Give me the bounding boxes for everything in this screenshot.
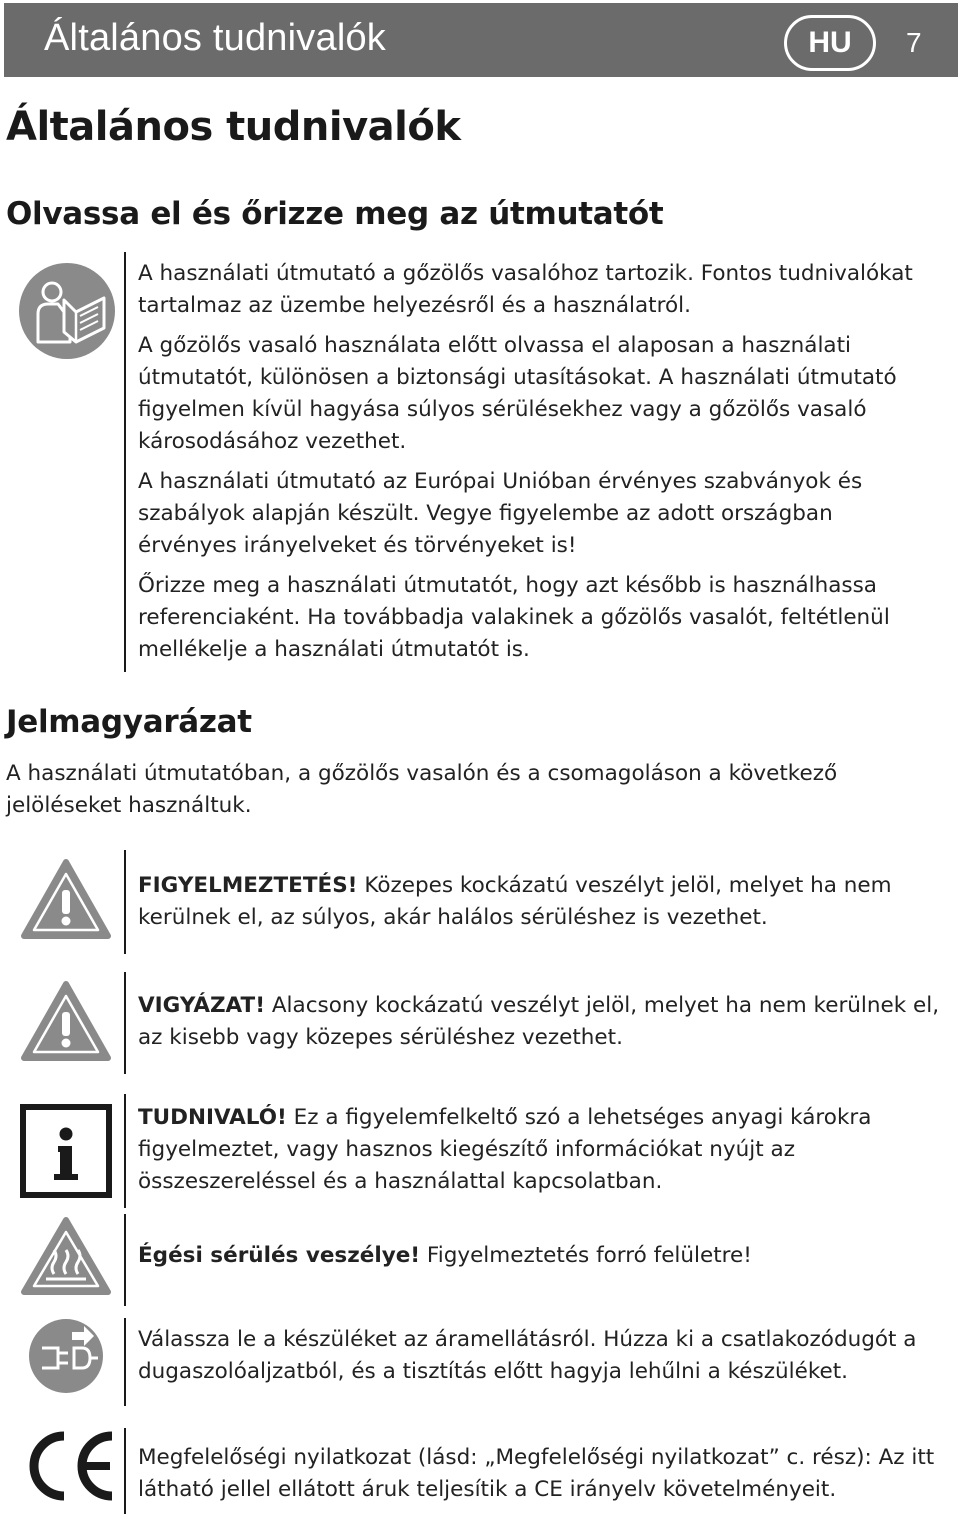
legend-divider-5 xyxy=(124,1318,126,1406)
legend-item-ce: Megfelelőségi nyilatkozat (lásd: „Megfelelőségi nyilatkozat” c. rész): Az itt látható jellel ellátott áruk teljesítik a CE irányelv követelményeit. xyxy=(138,1445,935,1502)
legend-keyword: FIGYELMEZTETÉS! xyxy=(138,873,358,898)
read-manual-icon xyxy=(18,262,116,360)
legend-keyword: VIGYÁZAT! xyxy=(138,993,265,1018)
legend-item-unplug: Válassza le a készüléket az áramellátásról. Húzza ki a csatlakozódugót a dugaszolóaljzatból, és a tisztítás előtt hagyja lehűlni a készüléket. xyxy=(138,1327,917,1384)
legend-keyword: TUDNIVALÓ! xyxy=(138,1105,287,1130)
read-paragraph-4: Őrizze meg a használati útmutatót, hogy azt később is használhassa referenciaként. Ha továbbadja valakinek a gőzölős vasalót, feltétlenül mellékelje a használati útmutatót is. xyxy=(138,573,890,662)
legend-description: Ez a figyelemfelkeltő szó a lehetséges anyagi károkra figyelmeztet, vagy hasznos kiegészítő információkat nyújt az összeszereléssel és a használattal kapcsolatban. xyxy=(138,1105,872,1194)
legend-item-info xyxy=(138,1102,948,1198)
language-badge: HU xyxy=(784,15,876,71)
legend-item-hot-surface xyxy=(138,1240,948,1272)
legend-divider-3 xyxy=(124,1094,126,1208)
legend-divider-1 xyxy=(124,850,126,954)
caution-triangle-icon xyxy=(20,980,112,1062)
legend-divider-4 xyxy=(124,1214,126,1306)
page-title: Általános tudnivalók xyxy=(6,104,461,150)
read-paragraph-2: A gőzölős vasaló használata előtt olvassa el alaposan a használati útmutatót, különösen a biztonsági utasításokat. A használati útmutató figyelmen kívül hagyása súlyos sérülésekhez vagy a gőzölős vasaló károsodásához vezethet. xyxy=(138,333,897,454)
legend-divider-6 xyxy=(124,1428,126,1514)
legend-divider-2 xyxy=(124,972,126,1074)
legend-keyword: Égési sérülés veszélye! xyxy=(138,1243,421,1268)
read-paragraph-1: A használati útmutató a gőzölős vasalóhoz tartozik. Fontos tudnivalókat tartalmaz az üzembe helyezésről és a használatról. xyxy=(138,261,913,318)
read-section-divider xyxy=(124,252,126,672)
header-bar xyxy=(4,3,958,77)
hot-surface-icon xyxy=(20,1216,112,1296)
read-paragraph-3: A használati útmutató az Európai Unióban érvényes szabványok és szabályok alapján készült. Vegye figyelembe az adott országban érvényes irányelveket és törvényeket is! xyxy=(138,469,863,558)
legend-description: Alacsony kockázatú veszélyt jelöl, melyet ha nem kerülnek el, az kisebb vagy közepes sérüléshez vezethet. xyxy=(138,993,940,1050)
header-title: Általános tudnivalók xyxy=(44,17,386,59)
legend-heading: Jelmagyarázat xyxy=(6,704,252,740)
unplug-icon xyxy=(28,1318,104,1394)
legend-description: Figyelmeztetés forró felületre! xyxy=(420,1243,752,1268)
info-icon xyxy=(20,1104,112,1198)
legend-description: Közepes kockázatú veszélyt jelöl, melyet ha nem kerülnek el, az súlyos, akár halálos sérüléshez is vezethet. xyxy=(138,873,892,930)
read-section-heading: Olvassa el és őrizze meg az útmutatót xyxy=(6,196,664,232)
warning-triangle-icon xyxy=(20,858,112,940)
legend-item-warning xyxy=(138,870,948,934)
legend-intro: A használati útmutatóban, a gőzölős vasalón és a csomagoláson a következő jelöléseket használtuk. xyxy=(6,761,838,818)
page-number: 7 xyxy=(906,27,922,58)
ce-mark-icon xyxy=(22,1430,118,1502)
legend-item-caution xyxy=(138,990,948,1054)
